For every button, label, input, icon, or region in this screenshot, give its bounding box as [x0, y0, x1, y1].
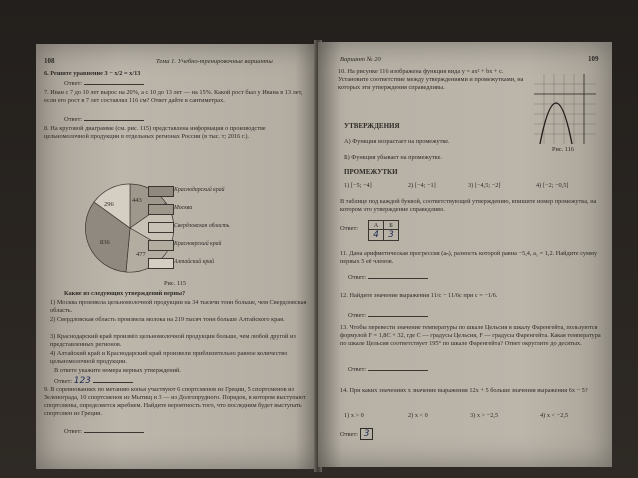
legend-swatch-4 [148, 240, 174, 251]
q11-answer: Ответ: [348, 274, 428, 281]
left-page-number: 108 [44, 57, 55, 65]
left-page-header: Тема 1. Учебно-тренировочные варианты [156, 58, 273, 65]
right-page-number: 109 [588, 55, 599, 63]
question-13: 13. Чтобы перевести значение температуры по шкале Цельсия в шкалу Фаренгейта, пользуются формулой F = 1,8C + 32, где C — градусы Цельсия, F — градусы Фаренгейта. Какая температура по шкале Цельсия соответствует 195° по шкале Фаренгейта? Ответ округлите до десятых. [340, 324, 601, 347]
table-value-b: 3 [384, 230, 399, 241]
left-page [36, 44, 318, 469]
table-value-a: 4 [369, 230, 384, 241]
intervals-title: ПРОМЕЖУТКИ [344, 168, 398, 176]
q10-answer-label: Ответ: [340, 225, 359, 232]
q14-option-2: 2) x < 0 [408, 412, 428, 419]
statement-4: 4) Алтайский край и Краснодарский край произвели приблизительно равное количество цельномолочной продукции. [50, 350, 288, 365]
question-6: 6. Решите уравнение 3 − x/2 = x/13 [44, 70, 141, 77]
q8-prompt: Какие из следующих утверждений верны? [64, 290, 186, 297]
q14-answer-value: 3 [360, 428, 374, 440]
q14-option-1: 1) x > 0 [344, 412, 364, 419]
q10-answer-table [368, 220, 399, 241]
statements-title: УТВЕРЖДЕНИЯ [344, 122, 400, 130]
pie-label-1: 296 [104, 201, 114, 208]
statement-2: 2) Свердловская область произвела молока на 219 тысяч тонн больше Алтайского края. [50, 316, 285, 323]
legend-swatch-5 [148, 258, 174, 269]
interval-2: 2) [−4; −1] [408, 182, 436, 189]
interval-3: 3) [−4,5; −2] [468, 182, 501, 189]
q12-answer: Ответ: [348, 312, 428, 319]
pie-label-2: 443 [132, 197, 142, 204]
right-page-header: Вариант № 20 [340, 56, 381, 63]
question-11: 11. Дана арифметическая прогрессия (aₙ), разность которой равна −5,4, a₁ = 1,2. Найдите сумму первых 5 её членов. [340, 250, 598, 265]
question-10: 10. На рисунке 116 изображена функция вида y = ax² + bx + c. Установите соответствие между утверждениями и промежутками, на которых эти утверждения справедливы. [338, 68, 524, 91]
right-page [318, 42, 612, 467]
interval-4: 4) [−2; −0,5] [536, 182, 569, 189]
q9-answer: Ответ: [64, 428, 144, 435]
legend-label-5: Алтайский край [174, 259, 215, 265]
figure-115-caption: Рис. 115 [164, 280, 187, 287]
q14-answer: Ответ: 3 [340, 428, 373, 440]
statement-1: 1) Москва произвела цельномолочной продукции на 34 тысячи тонн больше, чем Свердловская область. [50, 299, 307, 314]
q6-answer: Ответ: [64, 80, 144, 87]
q14-option-3: 3) x > −2,5 [470, 412, 499, 419]
parabola-graph [534, 74, 596, 144]
question-7: 7. Иван с 7 до 10 лет вырос на 20%, а с 10 до 13 лет — на 15%. Какой рост был у Ивана в 13 лет, если его рост в 7 лет составлял 116 см? Ответ дайте в сантиметрах. [44, 89, 303, 104]
legend-label-2: Москва [174, 205, 193, 211]
figure-116-caption: Рис. 116 [552, 146, 575, 153]
pie-label-4: 836 [100, 239, 110, 246]
q14-option-4: 4) x < −2,5 [540, 412, 569, 419]
statement-a: А) Функция возрастает на промежутке. [344, 138, 450, 145]
table-header-a: А [369, 221, 384, 230]
pie-label-5: 477 [136, 251, 146, 258]
q13-answer: Ответ: [348, 366, 428, 373]
legend-swatch-3 [148, 222, 174, 233]
question-12: 12. Найдите значение выражения 11/c − 11/6c при c = −1/6. [340, 292, 498, 299]
legend-label-1: Краснодарский край [174, 187, 225, 193]
statement-b: Б) Функция убывает на промежутке. [344, 154, 442, 161]
legend-swatch-2 [148, 204, 174, 215]
q8-instruction: В ответе укажите номера верных утверждений. [54, 367, 181, 374]
question-9: 9. В соревнованиях по метанию копья участвуют 6 спортсменов из Греции, 5 спортсменов из Зеленограда, 10 спортсменов из Мытищ и 3 — из Долгопрудного. Порядок, в котором выступают спортсмены, определяется жребием. Найдите вероятность того, что последним будет выступать спортсмен из Греции. [44, 386, 306, 417]
legend-swatch-1 [148, 186, 174, 197]
parabola-curve [540, 103, 572, 144]
q10-instruction: В таблице под каждой буквой, соответствующей утверждению, впишите номер промежутка, на котором это утверждение справедливо. [340, 198, 597, 213]
question-14: 14. При каких значениях x значение выражения 12x + 5 больше значения выражения 6x − 5? [340, 387, 588, 394]
statement-3: 3) Краснодарский край произвёл цельномолочной продукции больше, чем любой другой из представленных регионов. [50, 333, 296, 348]
question-8: 8. На круговой диаграмме (см. рис. 115) представлена информация о производстве цельномолочной продукции в отдельных регионах России (в тыс. т; 2016 г.). [44, 125, 266, 140]
q8-answer-value: 123 [73, 376, 91, 386]
q7-answer: Ответ: [64, 116, 144, 123]
q8-answer: Ответ: 123 [54, 376, 133, 386]
legend-label-4: Красноярский край [174, 241, 222, 247]
legend-label-3: Свердловская область [174, 223, 230, 229]
interval-1: 1) [−5; −4] [344, 182, 372, 189]
table-header-b: Б [384, 221, 399, 230]
